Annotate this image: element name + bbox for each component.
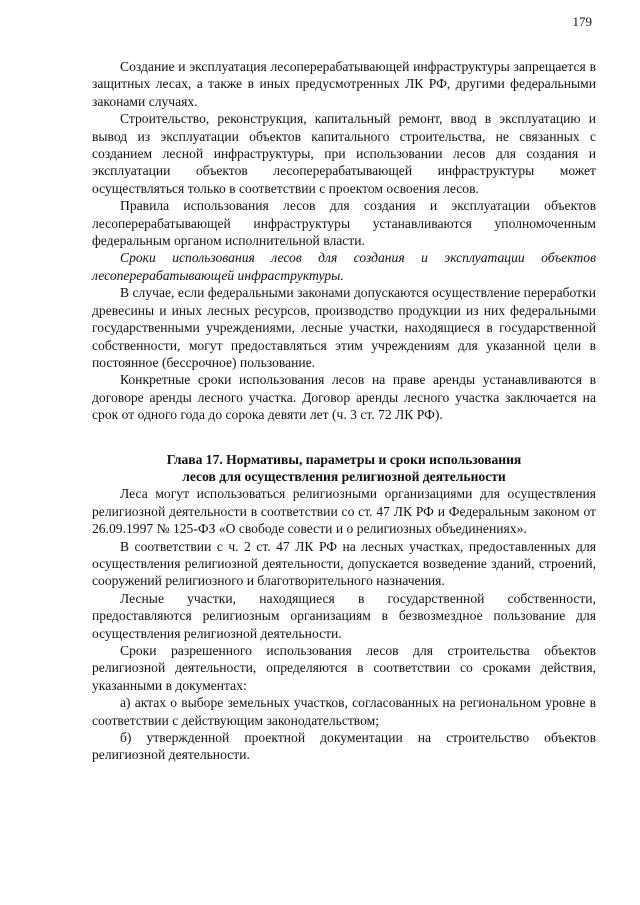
paragraph: Строительство, реконструкция, капитальный ремонт, ввод в эксплуатацию и вывод из эксплуатации объектов капитального строительства, не связанных с созданием лесной инфраструктуры, при использовании лесов для создания и эксплуатации объектов лесоперерабатывающей инфраструктуры может осуществляться только в соответствии с проектом освоения лесов. xyxy=(92,111,596,196)
paragraph: Правила использования лесов для создания и эксплуатации объектов лесоперерабатывающей инфраструктуры устанавливаются уполномоченным федеральным органом исполнительной власти. xyxy=(92,198,596,249)
paragraph: В соответствии с ч. 2 ст. 47 ЛК РФ на лесных участках, предоставленных для осуществления религиозной деятельности, допускается возведение зданий, строений, сооружений религиозного и благотворительного назначения. xyxy=(92,538,596,589)
paragraph: Создание и эксплуатация лесоперерабатывающей инфраструктуры запрещается в защитных лесах, а также в иных предусмотренных ЛК РФ, другими федеральными законами случаях. xyxy=(92,59,596,109)
paragraph: Леса могут использоваться религиозными организациями для осуществления религиозной деятельности в соответствии со ст. 47 ЛК РФ и Федеральным законом от 26.09.1997 № 125-ФЗ «О свободе совести и о религиозных объединениях». xyxy=(92,486,596,537)
chapter-title-line-1: Глава 17. Нормативы, параметры и сроки использования xyxy=(166,451,522,467)
chapter-title-line-2: лесов для осуществления религиозной деятельности xyxy=(182,468,506,484)
paragraph: Сроки разрешенного использования лесов для строительства объектов религиозной деятельности, определяются в соответствии со сроками действия, указанными в документах: xyxy=(92,643,596,693)
chapter-title xyxy=(92,451,596,486)
list-item: а) актах о выборе земельных участков, согласованных на региональном уровне в соответствии с действующим законодательством; xyxy=(92,695,596,728)
paragraph: Лесные участки, находящиеся в государственной собственности, предоставляются религиозным организациям в безвозмездное пользование для осуществления религиозной деятельности. xyxy=(92,590,596,641)
paragraph: В случае, если федеральными законами допускаются осуществление переработки древесины и иных лесных ресурсов, производство продукции из них федеральными государственными учреждениями, лесные участки, находящиеся в государственной собственности, могут предоставляться этим учреждениям для указанной цели в постоянное (бессрочное) пользование. xyxy=(92,285,596,370)
list-item: б) утвержденной проектной документации на строительство объектов религиозной деятельности. xyxy=(92,730,596,763)
page-number: 179 xyxy=(572,14,592,29)
italic-subheading: Сроки использования лесов для создания и эксплуатации объектов лесоперерабатывающей инфраструктуры. xyxy=(92,250,596,283)
page-body xyxy=(92,58,596,764)
paragraph: Конкретные сроки использования лесов на праве аренды устанавливаются в договоре аренды лесного участка. Договор аренды лесного участка заключается на срок от одного года до сорока девяти лет (ч. 3 ст. 72 ЛК РФ). xyxy=(92,372,596,423)
